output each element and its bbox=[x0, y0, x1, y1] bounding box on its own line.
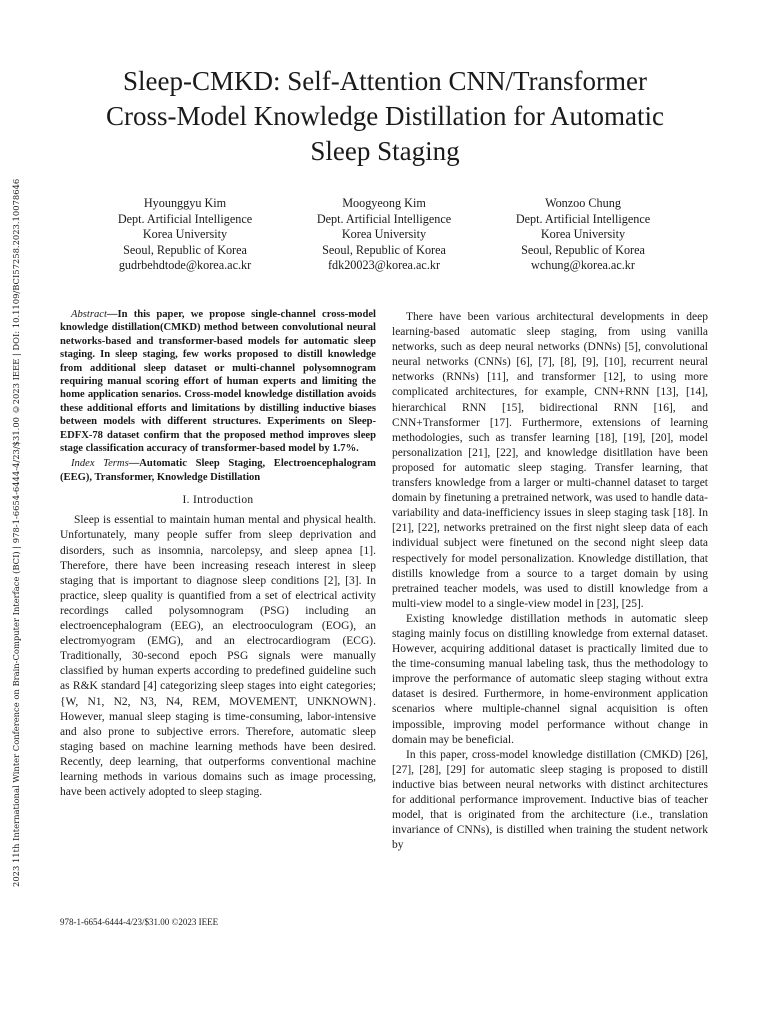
body-paragraph: Existing knowledge distillation methods in automatic sleep staging mainly focus on distilling knowledge from external dataset. However, acquiring additional dataset is practically limited due to the time-consuming manual labeling task, thus the methodology to improve the performance of automatic sleep staging without extra dataset is desired. Furthermore, in home-environment application scenarios where multiple-channel signal acquisition is often impossible, improving model performance without change in domain may be beneficial. bbox=[392, 612, 708, 746]
index-terms bbox=[60, 457, 376, 484]
title-line-1: Sleep-CMKD: Self-Attention CNN/Transformer bbox=[123, 66, 647, 96]
author-email: wchung@korea.ac.kr bbox=[531, 258, 635, 272]
author-block bbox=[279, 196, 489, 274]
author-dept: Dept. Artificial Intelligence bbox=[117, 211, 253, 226]
author-univ: Korea University bbox=[341, 227, 427, 241]
abstract bbox=[60, 308, 376, 455]
author-block bbox=[478, 196, 688, 274]
right-column bbox=[392, 310, 708, 853]
left-column bbox=[60, 308, 376, 800]
conference-doi-note: 2023 11th International Winter Conference on Brain-Computer Interface (BCI) | 978-1-6654-6444-4/23/$31.00 ©2023 IEEE | DOI: 10.1109/BCI57258.2023.10078646 bbox=[11, 178, 21, 887]
body-paragraph: There have been various architectural developments in deep learning-based automatic sleep staging, from using vanilla networks, such as deep neural networks (DNNs) [5], convolutional neural networks (CNNs) [6], [7], [8], [9], [10], recurrent neural networks (RNNs) [11], and transformer [12], to using more complicated architectures, for example, CNN+RNN [13], [14], hierarchical RNN [15], bidirectional RNN [16], and CNN+Transformer [17]. Furthermore, extensions of learning methodologies, such as transfer learning [18], [19], [20], model personalization [21], [22], and knowledge disitllation have been proposed for automatic sleep staging. Transfer learning, that transfers knowledge from a larger or multi-channel dataset to target domain by finetuning a pretrained network, was used to handle data-variability and data-inefficiency issues in sleep staging task [18]. In [21], [22], networks pretrained on the first night sleep data of each individual subject were finetuned on the second night sleep data respectively for model personalization. Knowledge distillation, that distills knowledge from a source to a target domain by using pretrained teacher models, was used to distill knowledge from a multi-view model to a single-view model in [23], [25]. bbox=[392, 311, 708, 610]
author-city: Seoul, Republic of Korea bbox=[322, 242, 446, 257]
author-dept: Dept. Artificial Intelligence bbox=[316, 211, 452, 226]
abstract-label: Abstract bbox=[71, 309, 107, 320]
author-email: gudrbehdtode@korea.ac.kr bbox=[118, 258, 252, 272]
author-univ: Korea University bbox=[142, 227, 228, 241]
author-name: Wonzoo Chung bbox=[545, 196, 621, 210]
copyright-footer: 978-1-6654-6444-4/23/$31.00 ©2023 IEEE bbox=[60, 917, 219, 927]
paper-title bbox=[60, 64, 710, 169]
index-terms-label: Index Terms bbox=[71, 458, 129, 470]
author-email: fdk20023@korea.ac.kr bbox=[327, 258, 441, 272]
author-name: Hyounggyu Kim bbox=[143, 196, 227, 210]
section-heading: I. Introduction bbox=[182, 494, 254, 507]
body-paragraph: In this paper, cross-model knowledge distillation (CMKD) [26], [27], [28], [29] for automatic sleep staging is proposed to distill inductive bias between neural networks with distinct architectures for additional performance improvement. Inductive bias of teacher model, that is originated from the architecture (i.e., translation invariance of CNNs), is distilled when training the student network by bbox=[392, 748, 708, 852]
author-univ: Korea University bbox=[540, 227, 626, 241]
author-city: Seoul, Republic of Korea bbox=[123, 242, 247, 257]
author-block bbox=[80, 196, 290, 274]
body-paragraph: Sleep is essential to maintain human mental and physical health. Unfortunately, many people suffer from sleep deprivation and disorders, such as insomnia, narcolepsy, and sleep apnea [1]. Therefore, there have been increasing reseach interest in sleep staging that is important to diagnose sleep conditions [2], [3]. In practice, sleep quality is quantified from a set of electrical activity recordings called polysomnogram (PSG) including an electroencephalogram (EEG), an electrooculogram (EOG), an electromyogram (EMG), and an electrocardiogram (ECG). Traditionally, 30-second epoch PSG signals were manually classified by human experts according to predefined guideline such as R&K standard [4] categorizing sleep stages into eight categories; {W, N1, N2, N3, N4, REM, MOVEMENT, UNKNOWN}. However, manual sleep staging is time-consuming, labor-intensive and also prone to subjective errors. Therefore, automatic sleep staging based on machine learning methods have been desired. Recently, deep learning, that outperforms conventional machine learning methods in various domains such as image processing, have been actively adopted to sleep staging. bbox=[60, 514, 376, 799]
author-city: Seoul, Republic of Korea bbox=[521, 242, 645, 257]
title-line-3: Sleep Staging bbox=[310, 136, 460, 166]
abstract-text: —In this paper, we propose single-channel cross-model knowledge distillation(CMKD) method between convolutional neural networks-based and transformer-based models for automatic sleep staging. In sleep staging, few works proposed to distill knowledge from additional sleep dataset or multi-channel polysomnogram requiring manual scoring effort of human experts and limiting the home application senarios. Cross-model knowledge distillation avoids these additional efforts and limitations by distilling inductive biases between models with different structures. Experiments on Sleep-EDFX-78 dataset confirm that the proposed method improves sleep stage classification accuracy of transformer-based model by 1.7%. bbox=[60, 309, 376, 455]
index-terms-text: —Automatic Sleep Staging, Electroencephalogram (EEG), Transformer, Knowledge Distillation bbox=[60, 458, 376, 483]
author-name: Moogyeong Kim bbox=[342, 196, 426, 210]
author-dept: Dept. Artificial Intelligence bbox=[515, 211, 651, 226]
title-line-2: Cross-Model Knowledge Distillation for Automatic bbox=[106, 101, 664, 131]
